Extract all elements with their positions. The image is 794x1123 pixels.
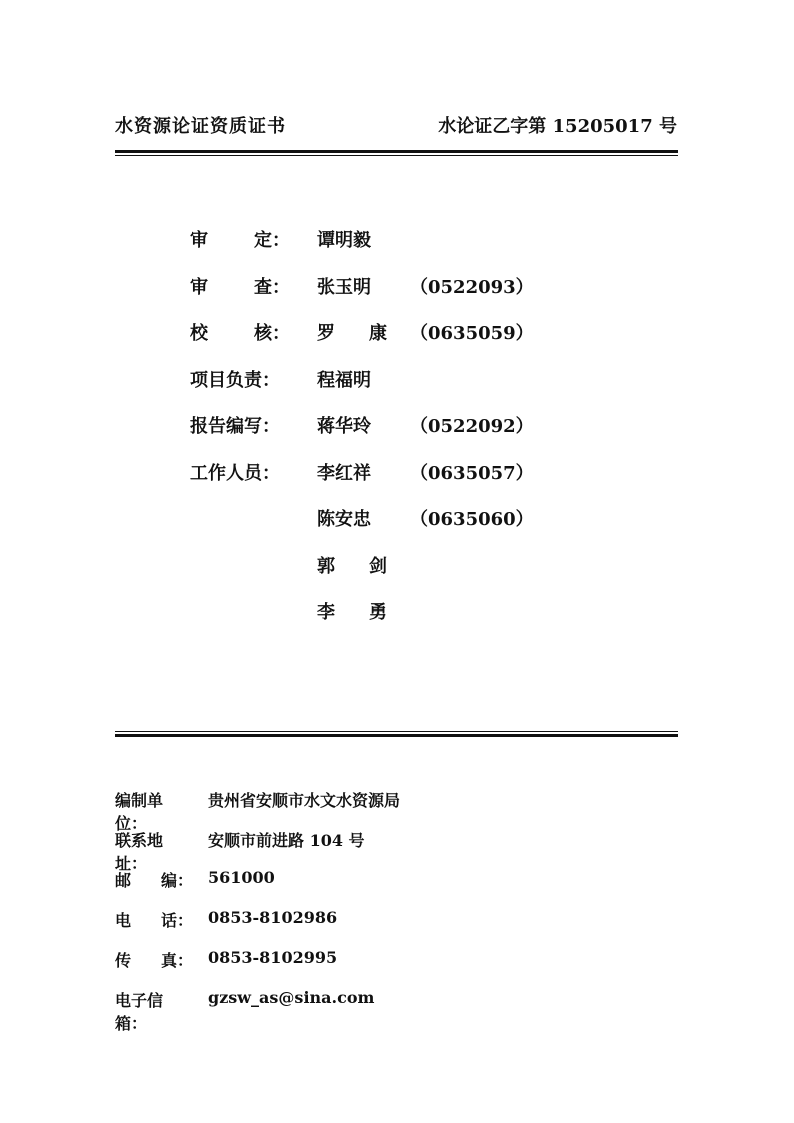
- contact-value: 561000: [208, 868, 275, 887]
- staff-role-label-part: 报告编写：: [190, 416, 280, 437]
- contact-label-part: 电: [115, 911, 132, 930]
- contact-value: 贵州省安顺市水文水资源局: [208, 791, 401, 810]
- staff-name-part: 郭: [317, 555, 335, 577]
- staff-role-label: [190, 412, 290, 438]
- contact-label: [115, 868, 193, 891]
- contact-label-part: 邮: [115, 871, 132, 890]
- staff-name: [317, 505, 387, 531]
- contact-label-part: 电子信箱：: [115, 991, 164, 1033]
- staff-row: [190, 226, 590, 273]
- staff-license-code: （0635057）: [410, 462, 534, 484]
- staff-role-label: [190, 273, 290, 299]
- staff-row: [190, 598, 590, 645]
- staff-role-label-part: 审: [190, 230, 208, 251]
- staff-name-part: 陈安忠: [317, 509, 371, 530]
- staff-row: [190, 273, 590, 320]
- staff-row: [190, 319, 590, 366]
- staff-name-part: 罗: [317, 323, 335, 344]
- staff-role-label-part: 审: [190, 276, 208, 298]
- staff-name-part: 勇: [369, 602, 387, 623]
- staff-name-part: 李: [317, 602, 335, 623]
- staff-name: [317, 226, 387, 252]
- staff-role-label-part: 定：: [254, 230, 290, 251]
- contact-label: [115, 908, 193, 931]
- staff-role-label: [190, 319, 290, 345]
- contact-row: [115, 988, 675, 1033]
- staff-role-label-part: 校: [190, 323, 208, 344]
- staff-role-label-part: 项目负责：: [190, 369, 280, 391]
- contact-label-part: 联系地址：: [115, 831, 164, 873]
- staff-list: [190, 226, 590, 645]
- staff-name-part: 张玉明: [317, 276, 371, 298]
- staff-name-part: 程福明: [317, 369, 371, 391]
- staff-license-code: （0522092）: [410, 416, 534, 437]
- staff-name: [317, 598, 387, 624]
- staff-row: [190, 459, 590, 506]
- contact-row: [115, 788, 675, 833]
- contact-label: [115, 988, 193, 1034]
- certificate-number: 水论证乙字第 15205017 号: [438, 116, 677, 137]
- contact-row: [115, 868, 675, 908]
- contact-label-part: 真：: [160, 951, 193, 970]
- header-divider: [115, 150, 678, 156]
- staff-role-label: [190, 366, 290, 392]
- contact-value: 安顺市前进路 104 号: [208, 831, 365, 850]
- contact-value: 0853-8102995: [208, 948, 338, 967]
- contact-label: [115, 948, 193, 971]
- staff-name-part: 康: [369, 323, 387, 344]
- contact-row: [115, 948, 675, 988]
- contact-value: gzsw_as@sina.com: [208, 988, 375, 1007]
- staff-role-label-part: 工作人员：: [190, 462, 280, 484]
- staff-name-part: 蒋华玲: [317, 416, 371, 437]
- staff-name: [317, 319, 387, 345]
- contact-label-part: 编制单位：: [115, 791, 164, 833]
- certificate-title: 水资源论证资质证书: [115, 116, 286, 137]
- staff-role-label-part: 查：: [254, 276, 290, 298]
- staff-row: [190, 366, 590, 413]
- document-header: [115, 112, 677, 142]
- staff-name: [317, 412, 387, 438]
- staff-license-code: （0635059）: [410, 323, 534, 344]
- staff-role-label: [190, 226, 290, 252]
- staff-row: [190, 505, 590, 552]
- staff-role-label: [190, 459, 290, 485]
- staff-role-label-part: 核：: [254, 323, 290, 344]
- staff-name: [317, 273, 387, 299]
- contact-label-part: 话：: [160, 911, 193, 930]
- contact-row: [115, 828, 675, 873]
- staff-name-part: 剑: [369, 555, 387, 577]
- staff-name: [317, 552, 387, 578]
- staff-license-code: （0635060）: [410, 509, 534, 530]
- staff-license-code: （0522093）: [410, 276, 534, 298]
- contact-row: [115, 908, 675, 948]
- contact-info: [115, 788, 675, 1033]
- staff-name-part: 李红祥: [317, 462, 371, 484]
- staff-name-part: 谭明毅: [317, 230, 371, 251]
- staff-name: [317, 366, 387, 392]
- contact-label-part: 编：: [160, 871, 193, 890]
- staff-row: [190, 412, 590, 459]
- staff-name: [317, 459, 387, 485]
- contact-label-part: 传: [115, 951, 132, 970]
- footer-divider: [115, 731, 678, 737]
- contact-value: 0853-8102986: [208, 908, 338, 927]
- staff-row: [190, 552, 590, 599]
